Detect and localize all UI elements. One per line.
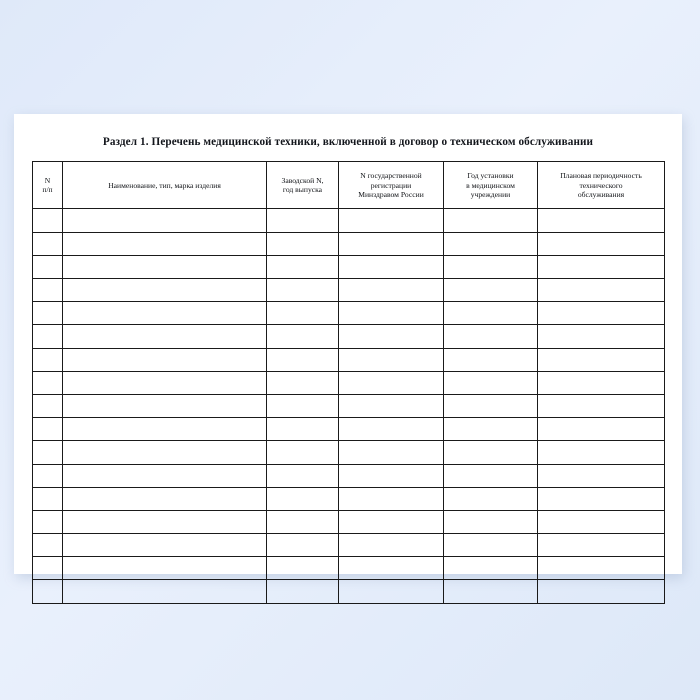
table-cell-empty[interactable] [339,580,444,603]
table-cell-empty[interactable] [444,232,538,255]
table-cell-empty[interactable] [267,209,339,232]
table-cell-empty[interactable] [267,232,339,255]
table-cell-empty[interactable] [538,510,665,533]
table-cell-empty[interactable] [63,255,267,278]
table-cell-empty[interactable] [339,279,444,302]
table-cell-empty[interactable] [444,302,538,325]
table-cell-empty[interactable] [444,209,538,232]
table-cell-empty[interactable] [538,534,665,557]
table-row [33,557,665,580]
table-cell-empty[interactable] [538,232,665,255]
table-cell-empty[interactable] [267,371,339,394]
column-header-name-type-brand [63,162,267,209]
table-cell-empty[interactable] [63,371,267,394]
table-cell-empty[interactable] [33,557,63,580]
column-header-index [33,162,63,209]
table-cell-empty[interactable] [444,441,538,464]
table-row [33,209,665,232]
table-cell-empty[interactable] [267,464,339,487]
table-row [33,302,665,325]
column-header-state-registration-line1: N государственной [360,171,422,181]
table-cell-empty[interactable] [63,464,267,487]
column-header-install-year-line2: в медицинском [466,180,515,190]
table-row [33,255,665,278]
table-cell-empty[interactable] [33,371,63,394]
table-cell-empty[interactable] [339,418,444,441]
table-cell-empty[interactable] [339,232,444,255]
table-cell-empty[interactable] [267,557,339,580]
equipment-register-table [32,161,665,603]
table-cell-empty[interactable] [267,534,339,557]
table-cell-empty[interactable] [63,279,267,302]
table-row [33,580,665,603]
column-header-serial-year-line2: год выпуска [282,185,323,195]
column-header-state-registration-line2: регистрации [370,180,412,190]
table-cell-empty[interactable] [339,510,444,533]
table-cell-empty[interactable] [63,441,267,464]
column-header-install-year [444,162,538,209]
table-cell-empty[interactable] [444,510,538,533]
column-header-serial-year [267,162,339,209]
table-cell-empty[interactable] [444,487,538,510]
table-row [33,487,665,510]
table-cell-empty[interactable] [444,557,538,580]
table-cell-empty[interactable] [444,394,538,417]
table-cell-empty[interactable] [63,557,267,580]
table-cell-empty[interactable] [444,418,538,441]
table-cell-empty[interactable] [538,487,665,510]
table-cell-empty[interactable] [538,394,665,417]
table-cell-empty[interactable] [538,418,665,441]
table-cell-empty[interactable] [33,255,63,278]
table-cell-empty[interactable] [339,534,444,557]
table-cell-empty[interactable] [63,418,267,441]
table-cell-empty[interactable] [339,255,444,278]
table-row [33,510,665,533]
table-cell-empty[interactable] [63,580,267,603]
table-cell-empty[interactable] [63,325,267,348]
column-header-index-line1: N [44,175,51,185]
table-cell-empty[interactable] [339,348,444,371]
table-cell-empty[interactable] [538,325,665,348]
table-cell-empty[interactable] [444,371,538,394]
table-cell-empty[interactable] [538,255,665,278]
table-cell-empty[interactable] [538,302,665,325]
table-header [33,162,665,209]
table-cell-empty[interactable] [63,510,267,533]
table-cell-empty[interactable] [33,232,63,255]
table-cell-empty[interactable] [33,534,63,557]
table-header-row [33,162,665,209]
table-cell-empty[interactable] [339,325,444,348]
column-header-maintenance-period-line1: Плановая периодичность [560,171,642,181]
table-cell-empty[interactable] [339,464,444,487]
table-cell-empty[interactable] [444,534,538,557]
document-page [14,114,682,574]
table-cell-empty[interactable] [267,394,339,417]
table-cell-empty[interactable] [267,255,339,278]
table-cell-empty[interactable] [538,279,665,302]
table-cell-empty[interactable] [267,302,339,325]
table-cell-empty[interactable] [267,279,339,302]
table-cell-empty[interactable] [33,418,63,441]
table-cell-empty[interactable] [538,441,665,464]
table-cell-empty[interactable] [33,441,63,464]
table-cell-empty[interactable] [339,557,444,580]
table-cell-empty[interactable] [444,464,538,487]
table-cell-empty[interactable] [63,348,267,371]
table-cell-empty[interactable] [267,441,339,464]
table-cell-empty[interactable] [63,302,267,325]
table-cell-empty[interactable] [538,557,665,580]
table-cell-empty[interactable] [538,580,665,603]
table-cell-empty[interactable] [538,348,665,371]
table-cell-empty[interactable] [444,325,538,348]
table-cell-empty[interactable] [267,580,339,603]
column-header-state-registration-line3: Минздравом России [358,190,424,200]
table-cell-empty[interactable] [339,371,444,394]
table-cell-empty[interactable] [33,394,63,417]
column-header-install-year-line3: учреждении [470,190,511,200]
table-cell-empty[interactable] [33,279,63,302]
table-cell-empty[interactable] [33,348,63,371]
table-row [33,279,665,302]
column-header-name-type-brand-line1: Наименование, тип, марка изделия [108,180,221,190]
table-body [33,209,665,603]
table-cell-empty[interactable] [538,209,665,232]
table-row [33,348,665,371]
table-cell-empty[interactable] [33,510,63,533]
table-cell-empty[interactable] [538,464,665,487]
table-row [33,232,665,255]
table-cell-empty[interactable] [339,394,444,417]
table-cell-empty[interactable] [267,510,339,533]
table-cell-empty[interactable] [267,418,339,441]
column-header-state-registration [339,162,444,209]
column-header-serial-year-line1: Заводской N, [281,175,324,185]
table-cell-empty[interactable] [33,580,63,603]
table-cell-empty[interactable] [63,534,267,557]
table-cell-empty[interactable] [538,371,665,394]
table-cell-empty[interactable] [33,464,63,487]
table-cell-empty[interactable] [444,580,538,603]
table-cell-empty[interactable] [63,209,267,232]
table-row [33,418,665,441]
column-header-maintenance-period-line2: технического [579,180,623,190]
table-cell-empty[interactable] [444,348,538,371]
column-header-maintenance-period [538,162,665,209]
table-cell-empty[interactable] [339,441,444,464]
table-cell-empty[interactable] [33,302,63,325]
table-cell-empty[interactable] [267,487,339,510]
table-cell-empty[interactable] [63,394,267,417]
table-row [33,325,665,348]
table-row [33,534,665,557]
table-cell-empty[interactable] [339,209,444,232]
table-cell-empty[interactable] [33,209,63,232]
table-cell-empty[interactable] [339,302,444,325]
table-cell-empty[interactable] [33,487,63,510]
table-cell-empty[interactable] [444,279,538,302]
table-cell-empty[interactable] [267,325,339,348]
table-row [33,371,665,394]
table-cell-empty[interactable] [444,255,538,278]
table-row [33,394,665,417]
table-cell-empty[interactable] [339,487,444,510]
column-header-index-line2: п/п [42,185,53,195]
table-row [33,441,665,464]
table-cell-empty[interactable] [63,232,267,255]
table-cell-empty[interactable] [33,325,63,348]
table-row [33,464,665,487]
column-header-install-year-line1: Год установки [467,171,514,181]
table-cell-empty[interactable] [267,348,339,371]
table-cell-empty[interactable] [63,487,267,510]
page-title: Раздел 1. Перечень медицинской техники, включенной в договор о техническом обслуживании [102,136,594,148]
column-header-maintenance-period-line3: обслуживания [577,190,625,200]
